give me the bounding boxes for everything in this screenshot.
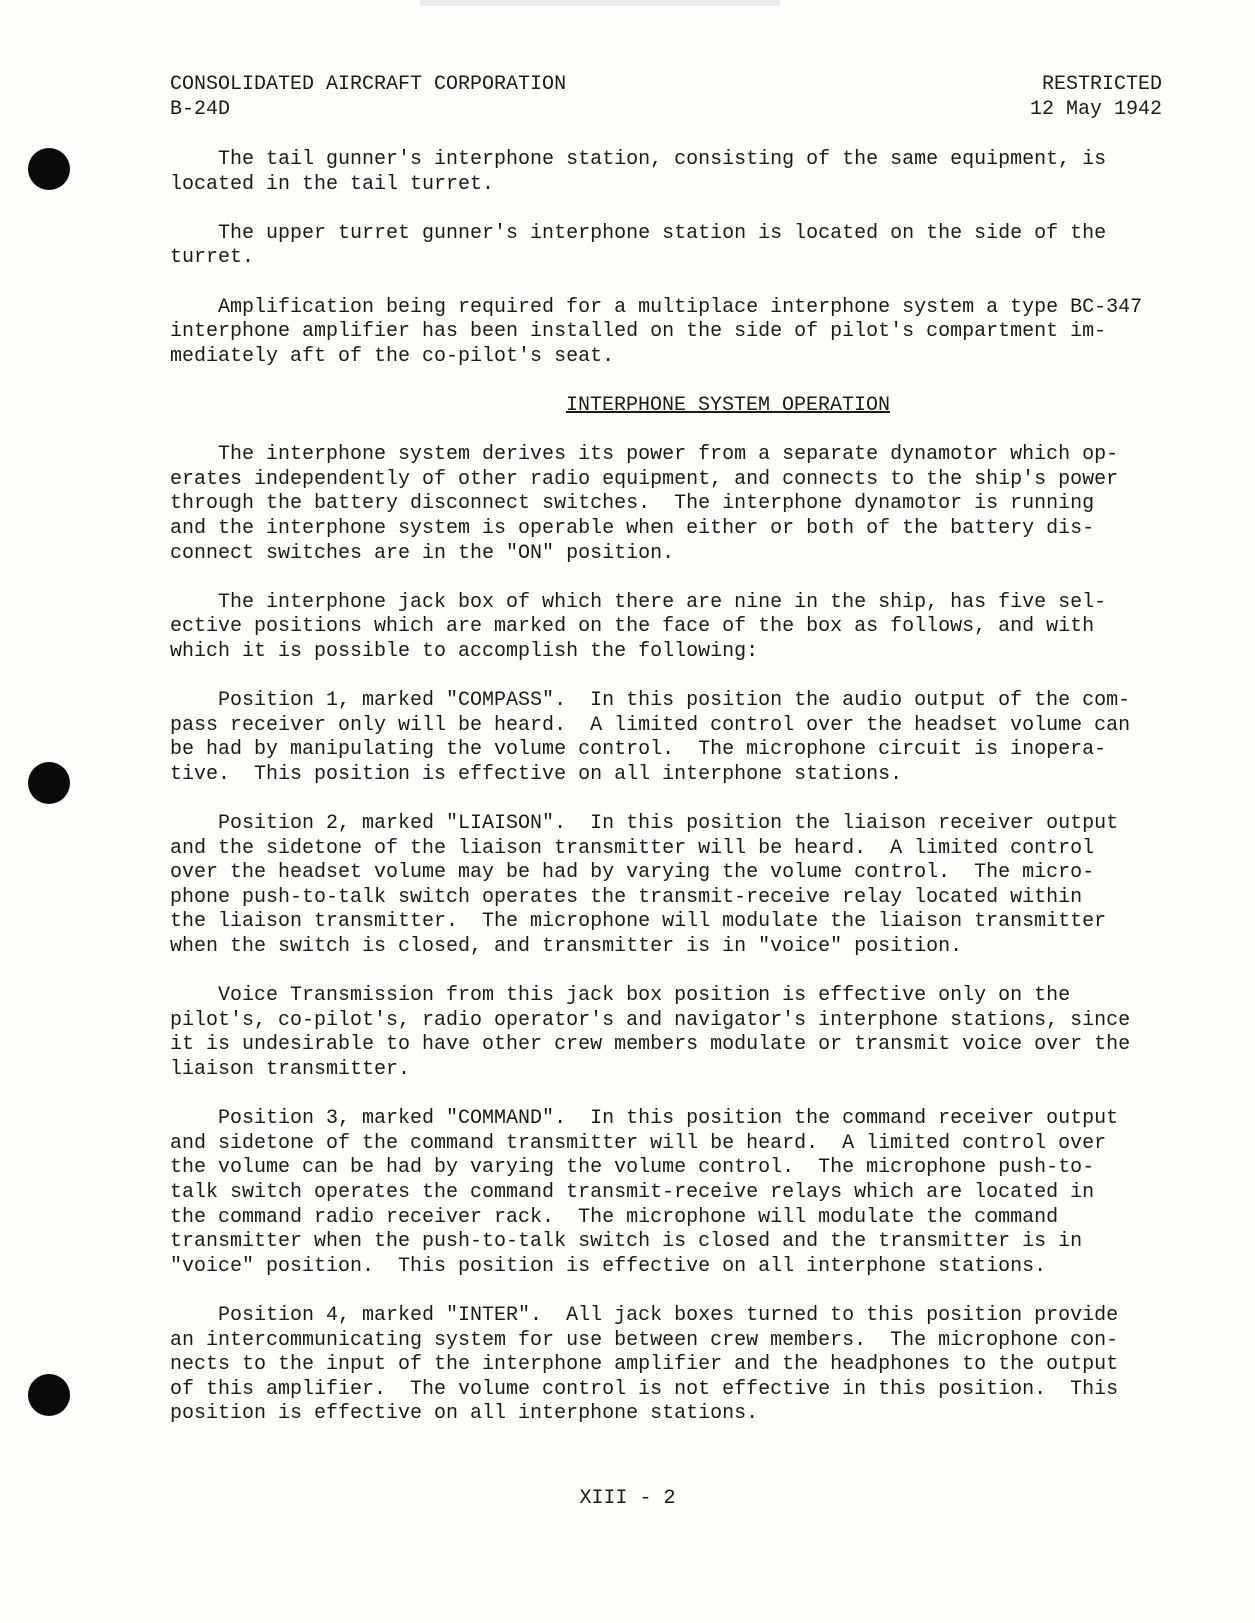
paragraph: Amplification being required for a multiplace interphone system a type BC-347 interphone amplifier has been installed on the side of pilot's compartment im- mediately aft of the co-pilot's seat.: [170, 295, 1143, 368]
paragraph: Position 1, marked "COMPASS". In this position the audio output of the com- pass receiver only will be heard. A limited control over the headset volume can be had by manipulating the volume control. The microphone circuit is inopera- tive. This position is effective on all interphone stations.: [170, 689, 1131, 786]
paragraph: Position 4, marked "INTER". All jack boxes turned to this position provide an intercommunicating system for use between crew members. The microphone con- nects to the input of the interphone amplifier and the headphones to the output of this amplifier. The volume control is not effective in this position. This position is effective on all interphone stations.: [170, 1303, 1119, 1426]
section-heading: INTERPHONE SYSTEM OPERATION: [565, 393, 891, 417]
classification: RESTRICTED: [1041, 73, 1162, 96]
document-body: [170, 148, 1166, 1451]
punch-hole-middle: [28, 762, 70, 804]
header-right: [1030, 72, 1162, 122]
paragraph: The interphone jack box of which there are nine in the ship, has five sel- ective positions which are marked on the face of the box as follows, and with which it is possible to accomplish the following:: [170, 590, 1107, 663]
paragraph: Position 3, marked "COMMAND". In this position the command receiver output and sidetone of the command transmitter will be heard. A limited control over the volume can be had by varying the volume control. The microphone push-to- talk switch operates the command transmit-receive relays which are located in the command radio receiver rack. The microphone will modulate the command transmitter when the push-to-talk switch is closed and the transmitter is in "voice" position. This position is effective on all interphone stations.: [170, 1107, 1119, 1278]
aircraft-model: B-24D: [170, 98, 231, 121]
page-number: XIII - 2: [579, 1487, 676, 1510]
paragraph: The interphone system derives its power from a separate dynamotor which op- erates independently of other radio equipment, and connects to the ship's power through the battery disconnect switches. The interphone dynamotor is running and the interphone system is operable when either or both of the battery dis- connect switches are in the "ON" position.: [170, 443, 1119, 565]
page-header: [170, 72, 1162, 122]
company-name: CONSOLIDATED AIRCRAFT CORPORATION: [170, 73, 567, 96]
punch-hole-bottom: [28, 1374, 70, 1416]
paragraph: The tail gunner's interphone station, consisting of the same equipment, is located in the tail turret.: [170, 148, 1107, 196]
document-date: 12 May 1942: [1029, 98, 1162, 121]
punch-hole-top: [28, 148, 70, 190]
top-edge-smudge: [420, 0, 780, 6]
paragraph: Voice Transmission from this jack box position is effective only on the pilot's, co-pilot's, radio operator's and navigator's interphone stations, since it is undesirable to have other crew members modulate or transmit voice over the liaison transmitter.: [170, 984, 1131, 1081]
paragraph: Position 2, marked "LIAISON". In this position the liaison receiver output and the sidetone of the liaison transmitter will be heard. A limited control over the headset volume may be had by varying the volume control. The micro- phone push-to-talk switch operates the transmit-receive relay located within the liaison transmitter. The microphone will modulate the liaison transmitter when the switch is closed, and transmitter is in "voice" position.: [170, 812, 1119, 958]
paragraph: The upper turret gunner's interphone station is located on the side of the turret.: [170, 221, 1107, 270]
